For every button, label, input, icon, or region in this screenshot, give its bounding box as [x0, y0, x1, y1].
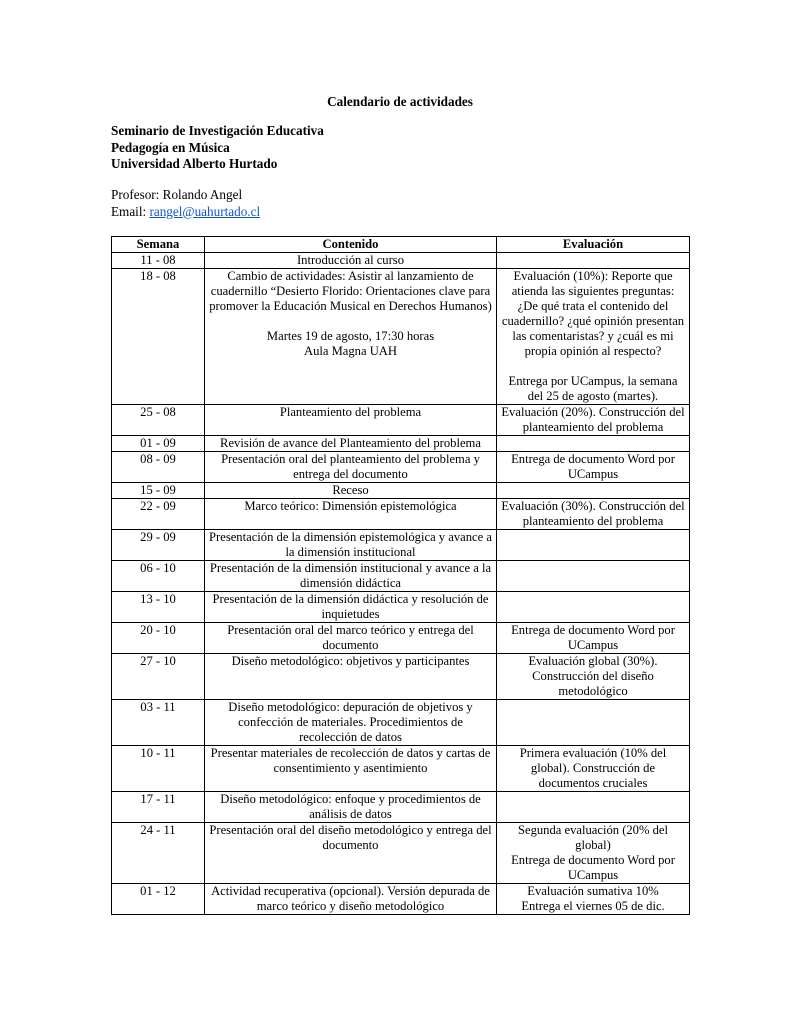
- email-line: [111, 204, 260, 221]
- content-cell: Cambio de actividades: Asistir al lanzamiento de cuadernillo “Desierto Florido: Orientaciones clave para promover la Educación Musical en Derechos Humanos) Martes 19 de agosto, 17:30 horas Aula Magna UAH: [205, 269, 497, 405]
- evaluation-cell: [497, 483, 690, 499]
- content-cell: Planteamiento del problema: [205, 405, 497, 436]
- content-cell: Receso: [205, 483, 497, 499]
- week-cell: 13 - 10: [112, 592, 205, 623]
- week-cell: 29 - 09: [112, 530, 205, 561]
- table-row: [112, 269, 690, 405]
- institution-block: [111, 123, 324, 173]
- evaluation-cell: [497, 792, 690, 823]
- week-cell: 01 - 12: [112, 884, 205, 915]
- professor-block: [111, 187, 260, 220]
- table-row: [112, 561, 690, 592]
- table-header-row: [112, 237, 690, 253]
- content-cell: Introducción al curso: [205, 253, 497, 269]
- week-cell: 25 - 08: [112, 405, 205, 436]
- table-row: [112, 253, 690, 269]
- table-row: [112, 405, 690, 436]
- program-name: Pedagogía en Música: [111, 139, 230, 155]
- table-row: [112, 499, 690, 530]
- content-cell: Presentación oral del diseño metodológico y entrega del documento: [205, 823, 497, 884]
- header-content: Contenido: [205, 237, 497, 253]
- content-cell: Actividad recuperativa (opcional). Versión depurada de marco teórico y diseño metodológico: [205, 884, 497, 915]
- content-cell: Presentar materiales de recolección de datos y cartas de consentimiento y asentimiento: [205, 746, 497, 792]
- content-cell: Marco teórico: Dimensión epistemológica: [205, 499, 497, 530]
- week-cell: 03 - 11: [112, 700, 205, 746]
- seminar-name: Seminario de Investigación Educativa: [111, 123, 324, 138]
- email-link[interactable]: rangel@uahurtado.cl: [149, 203, 261, 219]
- evaluation-cell: [497, 592, 690, 623]
- content-cell: Revisión de avance del Planteamiento del problema: [205, 436, 497, 452]
- table-row: [112, 530, 690, 561]
- evaluation-cell: Evaluación (20%). Construcción del planteamiento del problema: [497, 405, 690, 436]
- week-cell: 01 - 09: [112, 436, 205, 452]
- content-cell: Diseño metodológico: depuración de objetivos y confección de materiales. Procedimientos de recolección de datos: [205, 700, 497, 746]
- week-cell: 22 - 09: [112, 499, 205, 530]
- week-cell: 06 - 10: [112, 561, 205, 592]
- week-cell: 24 - 11: [112, 823, 205, 884]
- table-row: [112, 452, 690, 483]
- header-evaluation: Evaluación: [497, 237, 690, 253]
- content-cell: Presentación de la dimensión didáctica y resolución de inquietudes: [205, 592, 497, 623]
- table-row: [112, 823, 690, 884]
- week-cell: 11 - 08: [112, 253, 205, 269]
- week-cell: 27 - 10: [112, 654, 205, 700]
- table-row: [112, 700, 690, 746]
- evaluation-cell: Evaluación (30%). Construcción del planteamiento del problema: [497, 499, 690, 530]
- week-cell: 08 - 09: [112, 452, 205, 483]
- content-cell: Presentación de la dimensión epistemológica y avance a la dimensión institucional: [205, 530, 497, 561]
- evaluation-cell: Evaluación (10%): Reporte que atienda las siguientes preguntas: ¿De qué trata el contenido del cuadernillo? ¿qué opinión presentan las comentaristas? y ¿cuál es mi propia opinión al respecto? Entrega por UCampus, la semana del 25 de agosto (martes).: [497, 269, 690, 405]
- evaluation-cell: Entrega de documento Word por UCampus: [497, 623, 690, 654]
- document-title: Calendario de actividades: [327, 94, 473, 109]
- week-cell: 17 - 11: [112, 792, 205, 823]
- evaluation-cell: Primera evaluación (10% del global). Construcción de documentos cruciales: [497, 746, 690, 792]
- week-cell: 10 - 11: [112, 746, 205, 792]
- table-row: [112, 483, 690, 499]
- table-row: [112, 792, 690, 823]
- content-cell: Presentación oral del marco teórico y entrega del documento: [205, 623, 497, 654]
- evaluation-cell: [497, 253, 690, 269]
- evaluation-cell: Evaluación global (30%). Construcción del diseño metodológico: [497, 654, 690, 700]
- table-row: [112, 746, 690, 792]
- evaluation-cell: Segunda evaluación (20% del global) Entrega de documento Word por UCampus: [497, 823, 690, 884]
- professor-name: Profesor: Rolando Angel: [111, 187, 243, 202]
- evaluation-cell: [497, 530, 690, 561]
- evaluation-cell: [497, 436, 690, 452]
- schedule-table: [111, 236, 690, 915]
- table-row: [112, 623, 690, 654]
- email-label: Email:: [111, 203, 150, 219]
- table-row: [112, 884, 690, 915]
- content-cell: Diseño metodológico: objetivos y participantes: [205, 654, 497, 700]
- evaluation-cell: Entrega de documento Word por UCampus: [497, 452, 690, 483]
- week-cell: 15 - 09: [112, 483, 205, 499]
- schedule-body: [112, 253, 690, 915]
- evaluation-cell: [497, 700, 690, 746]
- table-row: [112, 436, 690, 452]
- evaluation-cell: Evaluación sumativa 10% Entrega el viernes 05 de dic.: [497, 884, 690, 915]
- week-cell: 20 - 10: [112, 623, 205, 654]
- evaluation-cell: [497, 561, 690, 592]
- table-row: [112, 654, 690, 700]
- content-cell: Diseño metodológico: enfoque y procedimientos de análisis de datos: [205, 792, 497, 823]
- university-name: Universidad Alberto Hurtado: [111, 156, 278, 171]
- table-row: [112, 592, 690, 623]
- header-week: Semana: [112, 237, 205, 253]
- week-cell: 18 - 08: [112, 269, 205, 405]
- content-cell: Presentación de la dimensión institucional y avance a la dimensión didáctica: [205, 561, 497, 592]
- content-cell: Presentación oral del planteamiento del problema y entrega del documento: [205, 452, 497, 483]
